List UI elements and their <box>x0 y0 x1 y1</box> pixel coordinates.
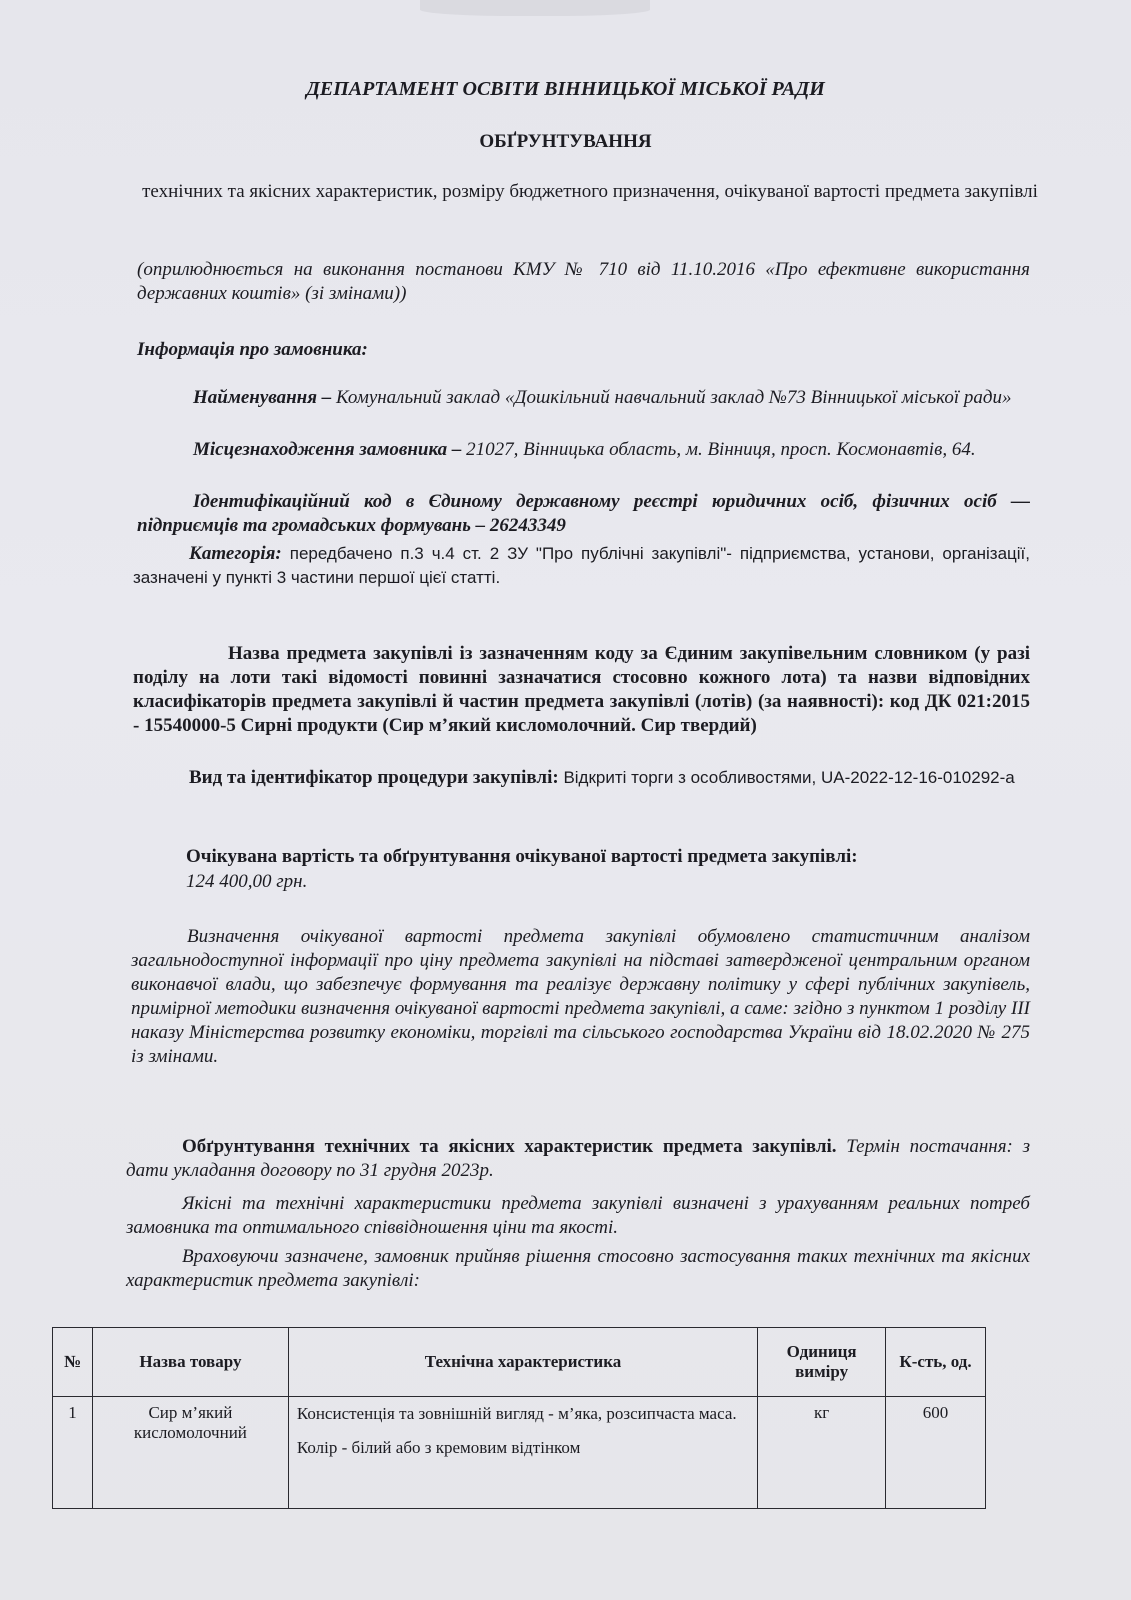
delivery-term: Термін постачання: з дати укладання договору по 31 грудня 2023р. <box>126 1136 1031 1181</box>
customer-heading: Інформація про замовника: <box>137 339 368 360</box>
decision-paragraph: Враховуючи зазначене, замовник прийняв рішення стосовно застосування таких технічних та якісних характеристик предмета закупівлі: <box>126 1246 1030 1291</box>
customer-category <box>133 542 1030 590</box>
category-label: Категорія: <box>189 543 282 564</box>
specification-table <box>52 1327 986 1509</box>
col-header-unit: Одиниця виміру <box>758 1328 886 1397</box>
cell-unit: кг <box>758 1397 886 1509</box>
resolution-note: (оприлюднюється на виконання постанови КМУ № 710 від 11.10.2016 «Про ефективне використання державних коштів» (зі змінами)) <box>137 259 1030 304</box>
document-title: ОБҐРУНТУВАННЯ <box>479 131 652 152</box>
cell-quantity: 600 <box>886 1397 986 1509</box>
procedure-label: Вид та ідентифікатор процедури закупівлі: <box>189 767 559 788</box>
quality-paragraph: Якісні та технічні характеристики предмета закупівлі визначені з урахуванням реальних потреб замовника та оптимального співвідношення ціни та якості. <box>126 1193 1030 1238</box>
procedure-info <box>133 766 1030 790</box>
cell-specification <box>288 1397 757 1509</box>
customer-name-value: Комунальний заклад «Дошкільний навчальний заклад №73 Вінницької міської ради» <box>336 387 1012 408</box>
col-header-quantity: К-сть, од. <box>886 1328 986 1397</box>
top-smudge <box>420 0 650 16</box>
expected-cost-value: 124 400,00 грн. <box>186 871 308 892</box>
col-header-specification: Технічна характеристика <box>288 1328 757 1397</box>
cell-product-name: Сир м’який кисломолочний <box>92 1397 288 1509</box>
department-heading: ДЕПАРТАМЕНТ ОСВІТИ ВІННИЦЬКОЇ МІСЬКОЇ РАДИ <box>306 78 825 100</box>
col-header-product-name: Назва товару <box>92 1328 288 1397</box>
customer-name-label: Найменування – <box>193 387 332 408</box>
col-header-number: № <box>53 1328 93 1397</box>
cost-heading: Очікувана вартість та обґрунтування очікуваної вартості предмета закупівлі: <box>186 846 858 867</box>
cell-number: 1 <box>53 1397 93 1509</box>
customer-location-label: Місцезнаходження замовника – <box>193 439 462 460</box>
cost-justification: Визначення очікуваної вартості предмета закупівлі обумовлено статистичним аналізом загальнодоступної інформації про ціну предмета закупівлі на підставі затвердженої центральним органом виконавчої влади, що забезпечує формування та реалізує державну політику у сфері публічних закупівель, примірної методики визначення очікуваної вартості предмета закупівлі, а саме: згідно з пунктом 1 розділу ІІІ наказу Міністерства розвитку економіки, торгівлі та сільського господарства України від 18.02.2020 № 275 із змінами. <box>131 926 1030 1067</box>
technical-heading: Обґрунтування технічних та якісних характеристик предмета закупівлі. <box>182 1136 837 1157</box>
customer-location <box>137 438 1030 462</box>
technical-heading-paragraph <box>126 1135 1030 1183</box>
table-row <box>53 1397 986 1509</box>
spec-consistency: Консистенція та зовнішній вигляд - м’яка, розсипчаста маса. <box>296 1404 737 1423</box>
category-value: передбачено п.3 ч.4 ст. 2 ЗУ "Про публічні закупівлі"- підприємства, установи, організації, зазначені у пункті 3 частини першої цієї статті. <box>133 544 1030 587</box>
table-header-row <box>53 1328 986 1397</box>
spec-color: Колір - білий або з кремовим відтінком <box>296 1438 581 1457</box>
procedure-value: Відкриті торги з особливостями, UA-2022-12-16-010292-a <box>563 768 1015 787</box>
customer-name <box>137 386 1030 410</box>
document-subtitle: технічних та якісних характеристик, розміру бюджетного призначення, очікуваної вартості предмета закупівлі <box>142 181 1038 202</box>
procurement-subject: Назва предмета закупівлі із зазначенням коду за Єдиним закупівельним словником (у разі поділу на лоти такі відомості повинні зазначатися стосовно кожного лота) та назви відповідних класифікаторів предмета закупівлі й частин предмета закупівлі (лотів) (за наявності): код ДК 021:2015 - 15540000-5 Сирні продукти (Сир м’який кисломолочний. Сир твердий) <box>133 643 1030 736</box>
customer-location-value: 21027, Вінницька область, м. Вінниця, просп. Космонавтів, 64. <box>466 439 976 460</box>
customer-id-code: Ідентифікаційний код в Єдиному державному реєстрі юридичних осіб, фізичних осіб — підприємців та громадських формувань – 26243349 <box>137 491 1030 536</box>
